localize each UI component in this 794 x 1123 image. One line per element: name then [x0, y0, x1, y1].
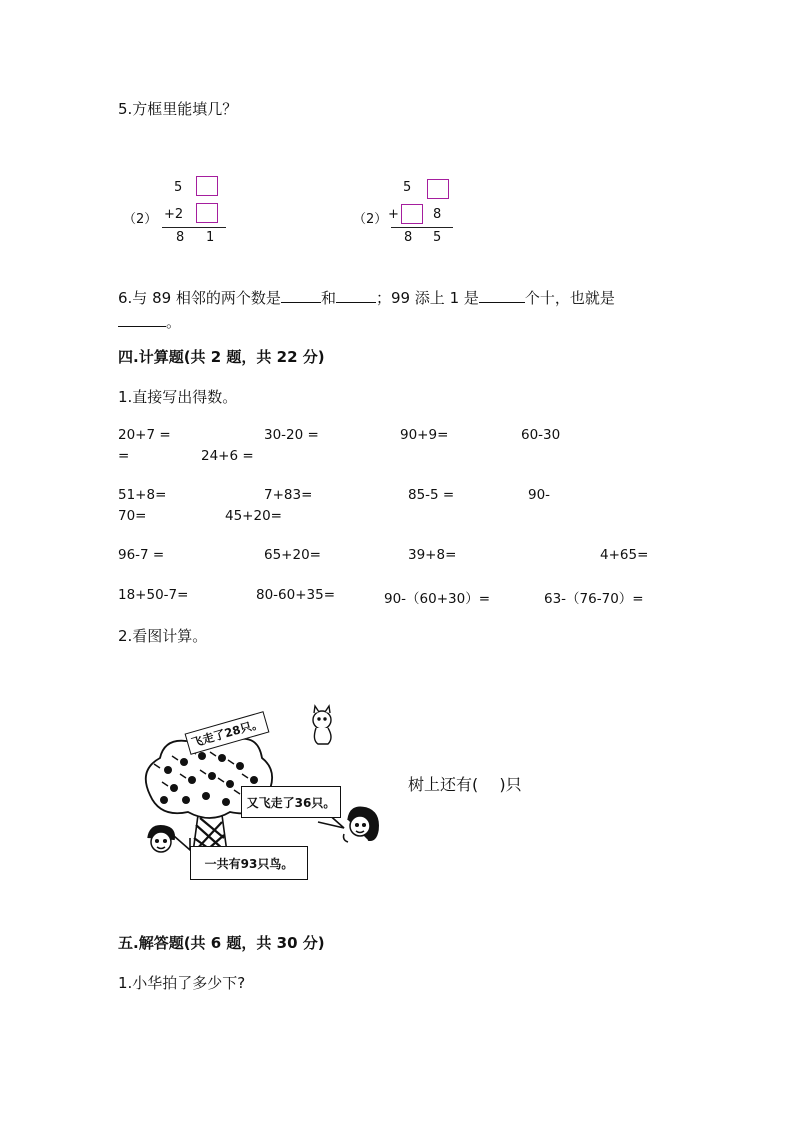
- q6-line2: [118, 311, 181, 332]
- section4-title: 四.计算题(共 2 题，共 22 分): [118, 348, 325, 366]
- calc-item: =: [118, 448, 130, 464]
- calc-item: 70=: [118, 508, 147, 524]
- q5-left-operator: +2: [164, 207, 184, 222]
- calc1-title: 1.直接写出得数。: [118, 388, 238, 406]
- q5-left-result-ones: 1: [206, 230, 215, 245]
- calc-item: 4+65=: [600, 547, 649, 563]
- q5-right-box-bottom[interactable]: [401, 204, 423, 224]
- q5-right-operator: +: [388, 207, 399, 222]
- q5-left-line: [162, 227, 226, 228]
- calc-item: 90+9=: [400, 427, 449, 443]
- q5-left-label: （2）: [123, 212, 158, 227]
- calc-item: 39+8=: [408, 547, 457, 563]
- q6-text-3: ；99 添上 1 是: [375, 289, 479, 307]
- q5-left-top-digit: 5: [174, 180, 183, 195]
- q5-left-result-tens: 8: [176, 230, 185, 245]
- speech-bubble-flew-again: 又飞走了36只。: [241, 786, 341, 818]
- calc-item: 45+20=: [225, 508, 282, 524]
- calc-item: 65+20=: [264, 547, 321, 563]
- q5-right-result-tens: 8: [404, 230, 413, 245]
- q5-left-box-bottom[interactable]: [196, 203, 218, 223]
- q5-right-line: [391, 227, 453, 228]
- section5-title: 五.解答题(共 6 题，共 30 分): [118, 934, 325, 952]
- q6-text-5: 。: [166, 313, 182, 331]
- q6-text-1: 6.与 89 相邻的两个数是: [118, 289, 281, 307]
- speech-bubble-total: 一共有93只鸟。: [190, 846, 308, 880]
- q6-blank-2[interactable]: [336, 288, 376, 303]
- solve1-title: 1.小华拍了多少下?: [118, 974, 246, 992]
- calc-item: 18+50-7=: [118, 587, 189, 603]
- calc-item: 60-30: [521, 427, 561, 443]
- calc-item: 20+7 =: [118, 427, 171, 443]
- q6-blank-4[interactable]: [118, 312, 166, 327]
- calc-item: 24+6 =: [201, 448, 254, 464]
- q6-text-2: 和: [320, 289, 336, 307]
- calc-item: 7+83=: [264, 487, 313, 503]
- calc-item: 51+8=: [118, 487, 167, 503]
- q5-right-result-ones: 5: [433, 230, 442, 245]
- calc-item: 96-7 =: [118, 547, 165, 563]
- calc-item: 90-: [528, 487, 551, 503]
- q6-line1: [118, 287, 615, 308]
- q5-right-label: （2）: [353, 212, 388, 227]
- calc-item: 80-60+35=: [256, 587, 336, 603]
- q5-right-ones-digit: 8: [433, 207, 442, 222]
- calc-item: 63-（76-70）=: [544, 591, 644, 607]
- calc-item: 85-5 =: [408, 487, 455, 503]
- q5-title: 5.方框里能填几？: [118, 100, 238, 118]
- calc2-title: 2.看图计算。: [118, 627, 208, 645]
- calc-item: 90-（60+30）=: [384, 591, 491, 607]
- q5-left-box-top[interactable]: [196, 176, 218, 196]
- flew-away-sign: 飞走了28只。: [185, 711, 270, 755]
- q5-right-top-digit: 5: [403, 180, 412, 195]
- calc-item: 30-20 =: [264, 427, 319, 443]
- q6-blank-3[interactable]: [479, 288, 525, 303]
- tree-answer-prompt: 树上还有( )只: [408, 775, 522, 794]
- q6-text-4: 个十，也就是: [524, 289, 615, 307]
- q5-right-box-top[interactable]: [427, 179, 449, 199]
- q6-blank-1[interactable]: [281, 288, 321, 303]
